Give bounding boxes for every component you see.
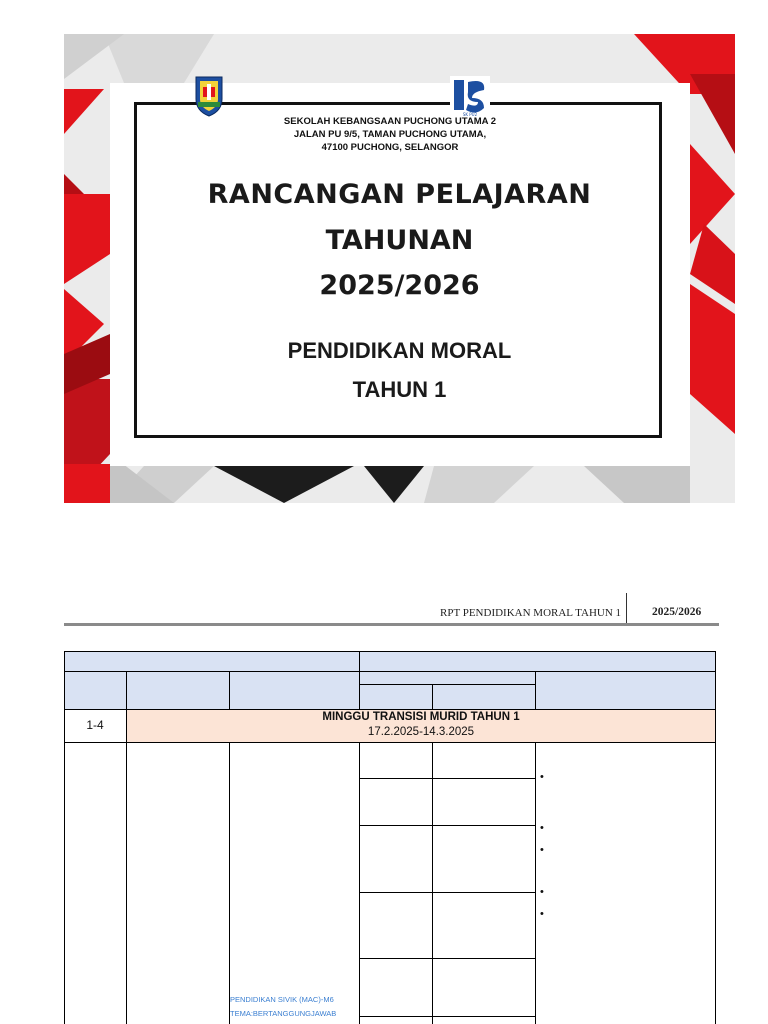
doc-header-label: RPT PENDIDIKAN MORAL TAHUN 1 [440,607,622,619]
bullet-point: • [540,886,544,898]
bullet-point: • [540,822,544,834]
cover-title-line-1: RANCANGAN PELAJARAN [207,179,592,210]
cover-title-line-2: TAHUNAN [325,225,474,256]
civic-note-line-1: PENDIDIKAN SIVIK (MAC)-M6 [230,995,334,1004]
transition-week-cell: 1-4 [86,718,104,732]
civic-note-line-2: TEMA:BERTANGGUNGJAWAB [230,1009,337,1018]
transition-row-dates: 17.2.2025-14.3.2025 [367,726,475,738]
civic-note [230,993,336,1021]
bullet-point: • [540,771,544,783]
cover-subject-line-2: TAHUN 1 [352,377,447,402]
doc-header-year: 2025/2026 [652,606,702,618]
cover-subject-line-1: PENDIDIKAN MORAL [287,338,512,363]
school-name: SEKOLAH KEBANGSAAN PUCHONG UTAMA 2 [283,116,497,127]
address-line-1: JALAN PU 9/5, TAMAN PUCHONG UTAMA, [293,129,487,140]
cover-title-line-3: 2025/2026 [319,270,480,301]
address-line-2: 47100 PUCHONG, SELANGOR [321,142,459,153]
bullet-point: • [540,844,544,856]
svg-text:SK PU2: SK PU2 [462,112,478,117]
transition-row-title: MINGGU TRANSISI MURID TAHUN 1 [322,711,520,723]
bullet-point: • [540,908,544,920]
